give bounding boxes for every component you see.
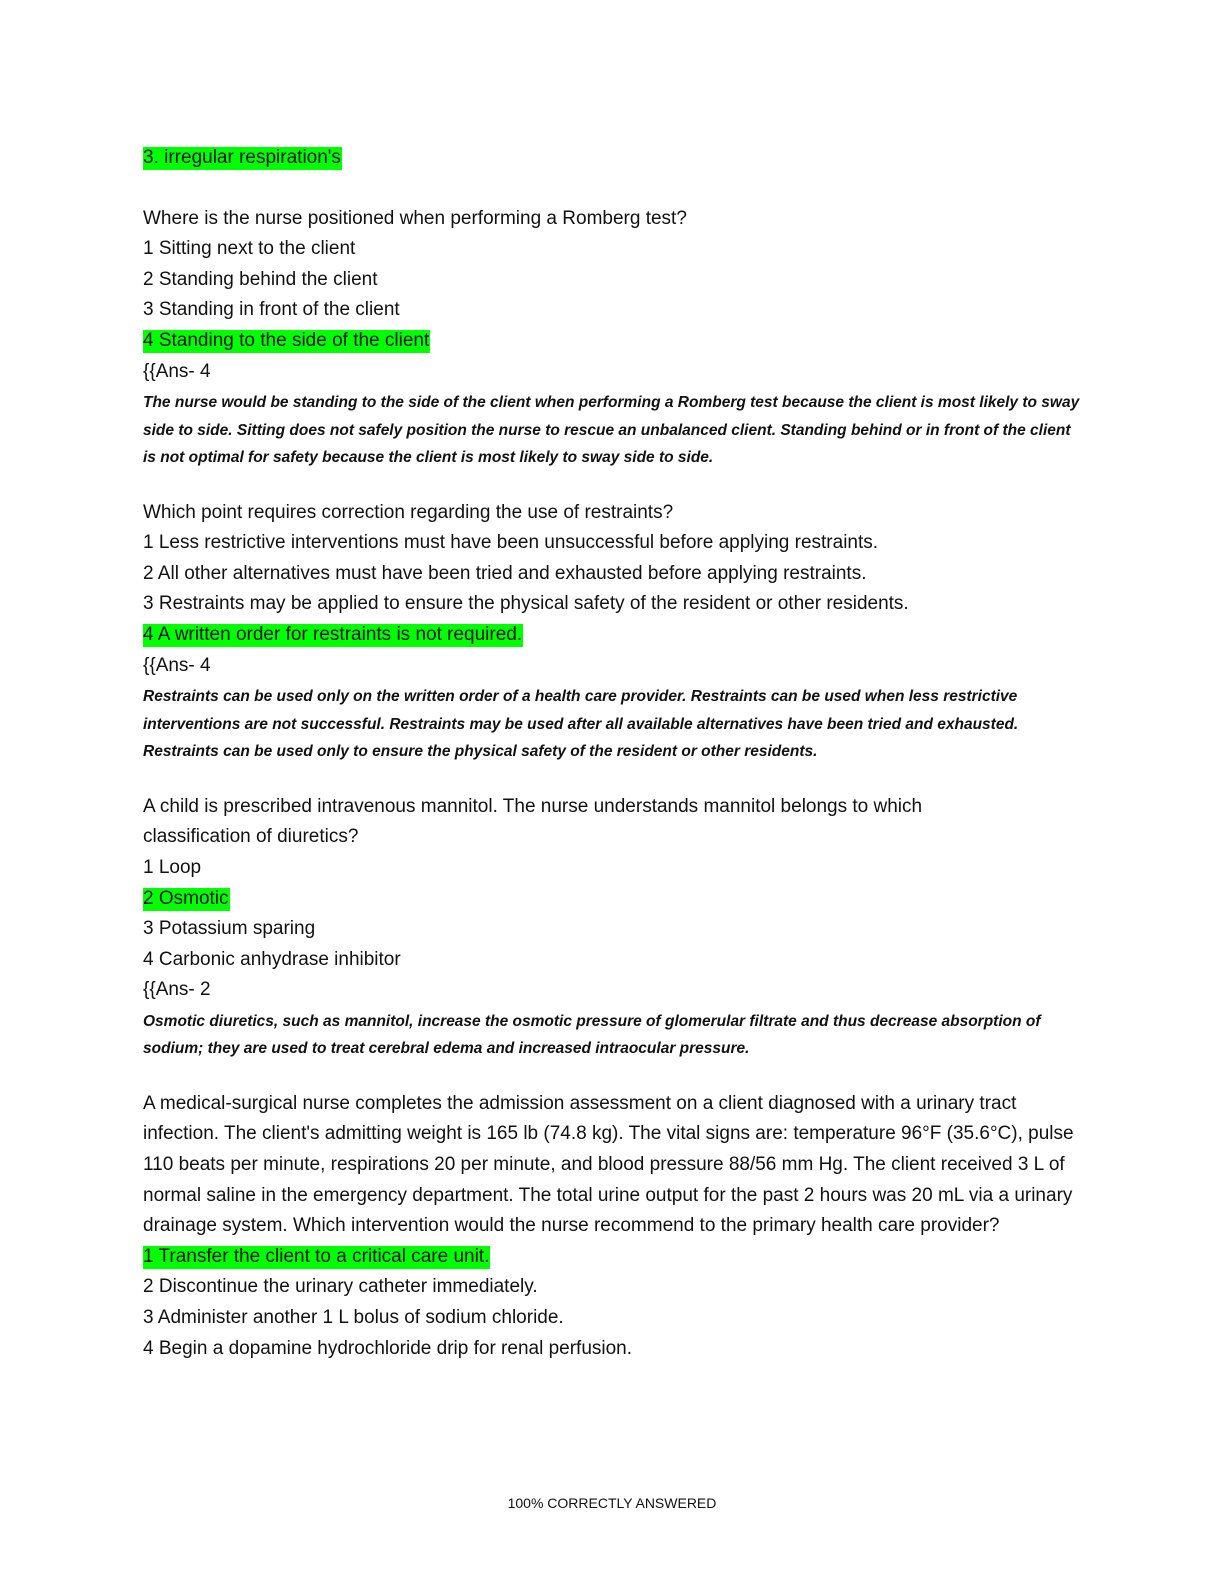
answer-option: 3 Standing in front of the client [143, 299, 400, 321]
answer-option: 1 Loop [143, 856, 202, 878]
question-stem: Where is the nurse positioned when performing a Romberg test? [143, 207, 687, 229]
answer-option: 3 Potassium sparing [143, 918, 316, 940]
question-block-2 [143, 498, 1083, 766]
rationale-text: Restraints can be used only on the written order of a health care provider. Restraints can be used when less restrictive interventions are not successful. Restraints may be used after all available alternatives have been tried and exhausted. Restraints can be used only to ensure the physical safety of the resident or other residents. [143, 688, 1019, 761]
document-content [143, 143, 1083, 1364]
answer-key: {{Ans- 4 [143, 654, 211, 676]
rationale-text: Osmotic diuretics, such as mannitol, increase the osmotic pressure of glomerular filtrate and thus decrease absorption of sodium; they are used to treat cerebral edema and increased intraocular pressure. [143, 1012, 1041, 1058]
answer-option: 3 Restraints may be applied to ensure the physical safety of the resident or other residents. [143, 593, 909, 615]
answer-option: 3 Administer another 1 L bolus of sodium chloride. [143, 1307, 564, 1329]
question-stem: Which point requires correction regarding the use of restraints? [143, 501, 674, 523]
highlighted-answer: 4 A written order for restraints is not required. [143, 624, 523, 646]
answer-option: 2 Discontinue the urinary catheter immediately. [143, 1276, 538, 1298]
answer-option-correct [143, 620, 1083, 651]
page-footer: 100% CORRECTLY ANSWERED [507, 1495, 717, 1511]
question-stem: A child is prescribed intravenous mannitol. The nurse understands mannitol belongs to which classification of diuretics? [143, 795, 923, 848]
answer-option-correct [143, 326, 1083, 357]
highlighted-answer: 2 Osmotic [143, 887, 229, 909]
rationale-text: The nurse would be standing to the side of the client when performing a Romberg test because the client is most likely to sway side to side. Sitting does not safely position the nurse to rescue an unbalanced client. Standing behind or in front of the client is not optimal for safety because the client is most likely to sway side to side. [143, 394, 1080, 467]
question-stem: A medical-surgical nurse completes the admission assessment on a client diagnosed with a urinary tract infection. The client's admitting weight is 165 lb (74.8 kg). The vital signs are: temperature 96°F (35.6°C), pulse 110 beats per minute, respirations 20 per minute, and blood pressure 88/56 mm Hg. The client received 3 L of normal saline in the emergency department. The total urine output for the past 2 hours was 20 mL via a urinary drainage system. Which intervention would the nurse recommend to the primary health care provider? [143, 1092, 1074, 1237]
answer-option: 2 All other alternatives must have been tried and exhausted before applying restraints. [143, 562, 867, 584]
highlighted-answer: 3. irregular respiration's [143, 147, 341, 168]
answer-option: 1 Less restrictive interventions must have been unsuccessful before applying restraints. [143, 532, 879, 554]
answer-option-correct [143, 1242, 1083, 1273]
highlighted-answer: 1 Transfer the client to a critical care unit. [143, 1245, 490, 1267]
answer-option: 4 Begin a dopamine hydrochloride drip for renal perfusion. [143, 1337, 633, 1359]
question-block-4 [143, 1089, 1083, 1364]
previous-answer [143, 143, 1083, 174]
question-block-1 [143, 204, 1083, 472]
answer-option: 2 Standing behind the client [143, 268, 378, 290]
question-block-3 [143, 792, 1083, 1063]
answer-key: {{Ans- 4 [143, 360, 211, 382]
answer-option-correct [143, 884, 1083, 915]
answer-option: 1 Sitting next to the client [143, 238, 356, 260]
answer-key: {{Ans- 2 [143, 979, 211, 1001]
highlighted-answer: 4 Standing to the side of the client [143, 329, 430, 351]
answer-option: 4 Carbonic anhydrase inhibitor [143, 948, 401, 970]
